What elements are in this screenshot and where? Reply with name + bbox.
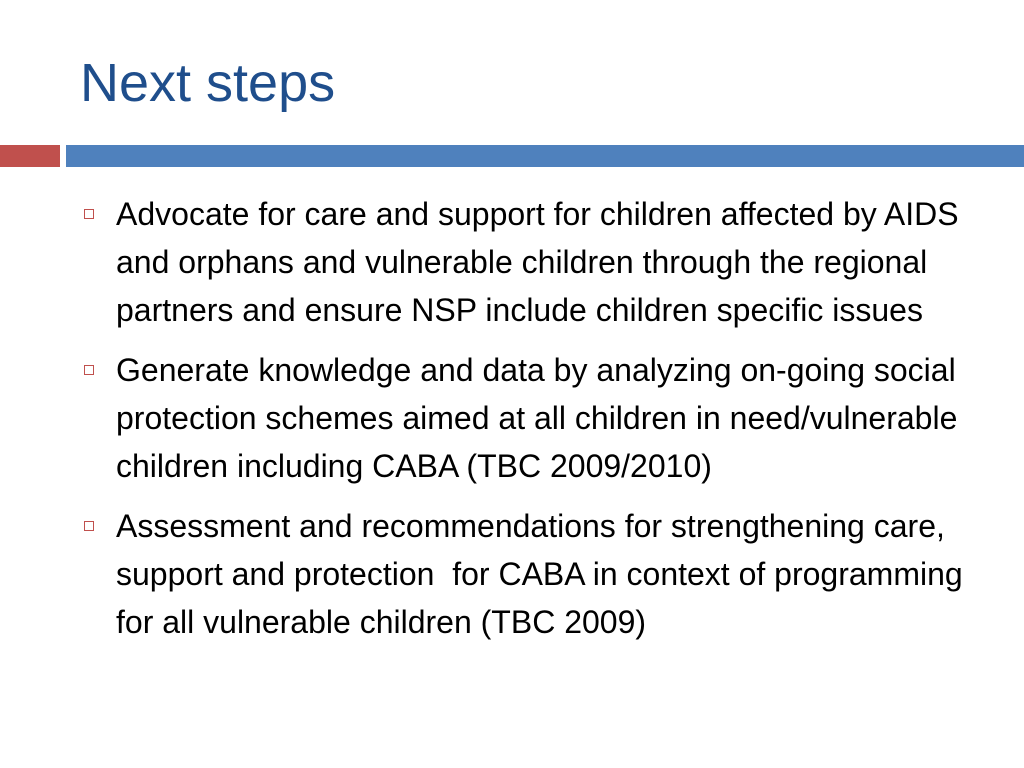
bullet-item — [80, 502, 980, 646]
hollow-square-icon — [84, 209, 94, 219]
accent-bar-blue — [66, 145, 1024, 167]
hollow-square-icon — [84, 365, 94, 375]
slide-title: Next steps — [80, 53, 336, 113]
bullet-text: Assessment and recommendations for strengthening care, support and protection for CABA in context of programming for all vulnerable children (TBC 2009) — [116, 508, 972, 640]
hollow-square-icon — [84, 521, 94, 531]
bullet-text: Generate knowledge and data by analyzing on-going social protection schemes aimed at all children in need/vulnerable children including CABA (TBC 2009/2010) — [116, 352, 967, 484]
accent-bar-red — [0, 145, 60, 167]
bullet-item — [80, 346, 980, 490]
bullet-item — [80, 190, 980, 334]
bullet-list — [80, 190, 980, 658]
bullet-text: Advocate for care and support for children affected by AIDS and orphans and vulnerable children through the regional partners and ensure NSP include children specific issues — [116, 196, 968, 328]
